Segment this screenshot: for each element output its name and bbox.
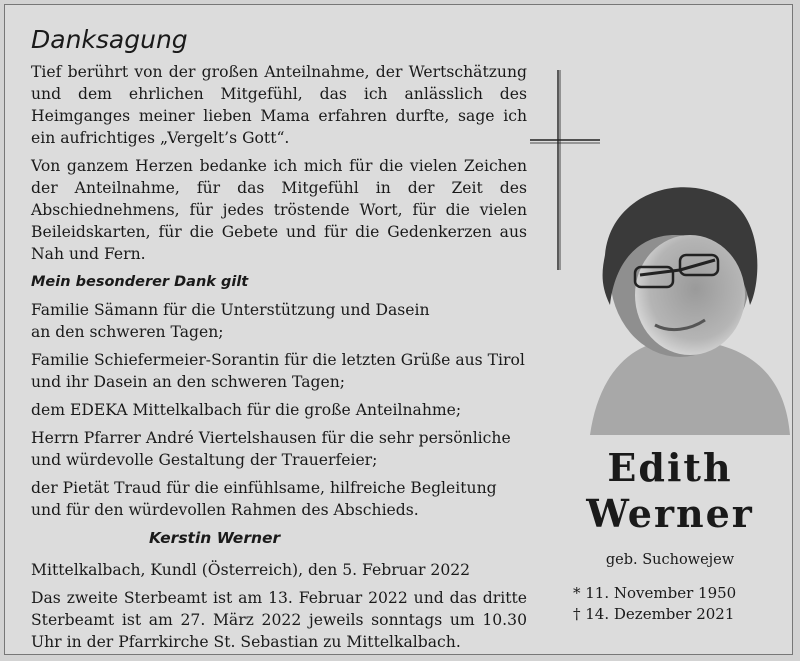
notice-heading: Danksagung [31, 25, 188, 54]
life-dates [573, 583, 783, 625]
birth-date: * 11. November 1950 [573, 584, 737, 602]
obituary-notice [4, 4, 793, 655]
first-name: Edith [607, 445, 733, 490]
deceased-name [565, 445, 775, 537]
thanks-item: Familie Schiefermeier-Sorantin für die letzten Grüße aus Tirol und ihr Dasein an den schweren Tagen; [31, 351, 525, 391]
closing-paragraph: Das zweite Sterbeamt ist am 13. Februar 2022 und das dritte Sterbeamt ist am 27. März 2022 jeweils sonntags um 10.30 Uhr in der Pfarrkirche St. Sebastian zu Mittelkalbach. [31, 589, 527, 651]
maiden-name: geb. Suchowejew [605, 552, 735, 568]
death-date: † 14. Dezember 2021 [573, 605, 735, 623]
thanks-item: dem EDEKA Mittelkalbach für die große Anteilnahme; [31, 401, 462, 419]
thanks-paragraph-2: Von ganzem Herzen bedanke ich mich für die vielen Zeichen der Anteilnahme, für das Mitgefühl in der Zeit des Abschiednehmens, für jedes tröstende Wort, für die vielen Beileidskarten, für die Gebete und für die Gedenkerzen aus Nah und Fern. [31, 157, 527, 263]
special-thanks-heading: Mein besonderer Dank gilt [31, 274, 249, 290]
thanks-item: der Pietät Traud für die einfühlsame, hilfreiche Begleitung und für den würdevollen Rahmen des Abschieds. [31, 479, 497, 519]
portrait-photo [580, 165, 790, 435]
thanks-item: Herrn Pfarrer André Viertelshausen für die sehr persönliche und würdevolle Gestaltung der Trauerfeier; [31, 429, 511, 469]
last-name: Werner [586, 491, 754, 536]
thanks-item: Familie Sämann für die Unterstützung und Dasein an den schweren Tagen; [31, 301, 430, 341]
signature: Kerstin Werner [149, 529, 281, 547]
place-date: Mittelkalbach, Kundl (Österreich), den 5. Februar 2022 [31, 561, 471, 579]
thanks-column [31, 25, 527, 659]
thanks-paragraph-1: Tief berührt von der großen Anteilnahme, der Wertschätzung und dem ehrlichen Mitgefühl, das ich anlässlich des Heimganges meiner lieben Mama erfahren durfte, sage ich ein aufrichtiges „Vergelt’s Gott“. [31, 63, 527, 147]
